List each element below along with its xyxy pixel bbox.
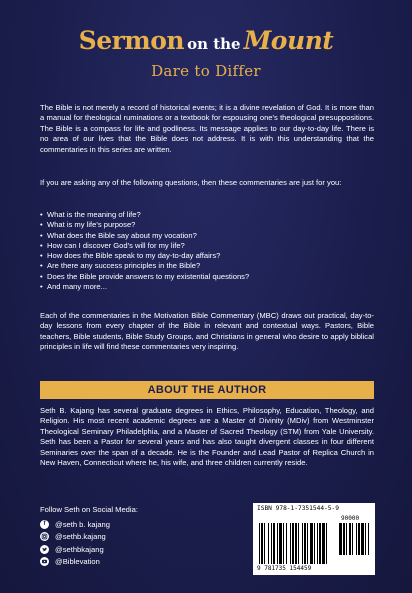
title-sermon: Sermon [78, 26, 185, 55]
bullet: • [40, 230, 43, 240]
bullet: • [40, 220, 43, 230]
list-item: • How does the Bible speak to my day-to-day affairs? [40, 251, 221, 261]
bullet: • [40, 271, 43, 281]
list-item: • What is my life's purpose? [40, 220, 136, 230]
about-author-heading: ABOUT THE AUTHOR [40, 381, 374, 399]
title-on-the: on the [187, 35, 241, 53]
bullet: • [40, 251, 43, 261]
barcode-digits: 9 781735 154459 [257, 565, 312, 572]
social-list [40, 518, 110, 568]
list-item: • What is the meaning of life? [40, 210, 141, 219]
intro-paragraph: The Bible is not merely a record of historical events; it is a divine revelation of God. It is more than a manual for theological ruminations or a textbook for espousing one's theological presuppositions. The Bible is a compass for life and godliness. Its message applies to our day-to-day life. There is no area of our lives that the Bible does not address. It is with this understanding that the commentaries in this series are written. [40, 103, 374, 154]
social-handle: @sethbkajang [55, 544, 104, 554]
barcode-bars [257, 523, 371, 564]
book-subtitle: Dare to Differ [151, 62, 261, 80]
questions-list [40, 210, 374, 292]
isbn-number: ISBN 978-1-7351544-5-9 [257, 505, 339, 512]
list-item: • Are there any success principles in the Bible? [40, 261, 201, 271]
social-handle: @sethb.kajang [55, 532, 106, 542]
twitter-icon [40, 545, 49, 554]
bullet: • [40, 282, 43, 292]
list-item: • And many more... [40, 282, 107, 292]
title-block [0, 26, 412, 80]
bullet: • [40, 261, 43, 271]
instagram-icon [40, 532, 49, 541]
book-title [0, 26, 412, 60]
list-item: • How can I discover God's will for my life? [40, 240, 185, 250]
social-item-facebook [40, 518, 110, 531]
youtube-icon [40, 557, 49, 566]
social-handle: @Biblevation [55, 557, 100, 567]
facebook-icon: f [40, 520, 49, 529]
list-item: • What does the Bible say about my vocation? [40, 230, 197, 240]
mbc-paragraph: Each of the commentaries in the Motivation Bible Commentary (MBC) draws out practical, day-to-day lessons from every chapter of the Bible in relevant and contextual ways. Pastors, Bible teachers, Bible students, Bible Study Groups, and Christians in general who desire to apply biblical principles in life will find these commentaries very inspiring. [40, 311, 374, 352]
author-bio: Seth B. Kajang has several graduate degrees in Ethics, Philosophy, Education, Theology, and Religion. His most recent academic degrees are a Master of Divinity (MDiv) from Westminster Theological Seminary Philadelphia, and a Master of Sacred Theology (STM) from Yale University. Seth has been a Pastor for several years and has also taught divergent classes in four different Seminaries over the span of a decade. He is the Founder and Lead Pastor of Replica Church in New Haven, Connecticut where he, his wife, and three children currently reside. [40, 406, 374, 468]
title-mount: Mount [243, 26, 334, 55]
questions-lead: If you are asking any of the following questions, then these commentaries are just for you: [40, 178, 342, 187]
social-media-label: Follow Seth on Social Media: [40, 505, 138, 514]
price-code: 90000 [341, 515, 360, 522]
social-handle: @seth b. kajang [55, 519, 110, 529]
bullet: • [40, 240, 43, 250]
list-item: • Does the Bible provide answers to my existential questions? [40, 271, 250, 281]
social-item-youtube [40, 556, 110, 569]
bullet: • [40, 210, 43, 219]
social-item-twitter [40, 543, 110, 556]
isbn-barcode [253, 503, 375, 575]
social-item-instagram [40, 531, 110, 544]
